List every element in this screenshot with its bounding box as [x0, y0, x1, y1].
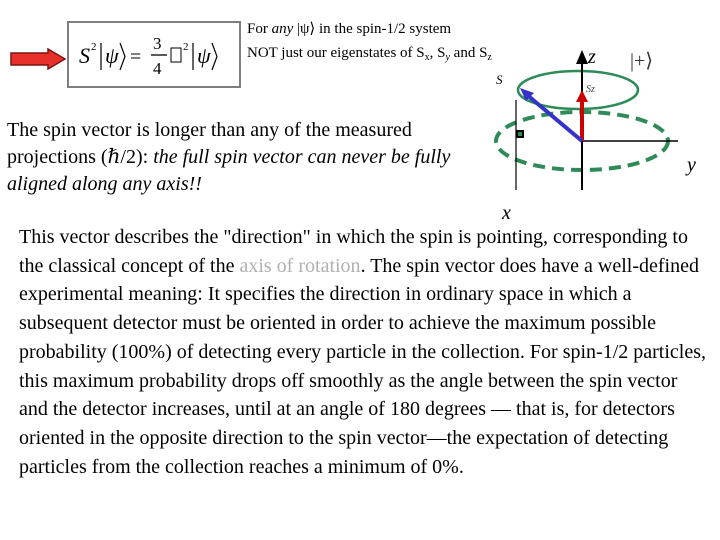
x-axis-label: x	[502, 202, 511, 224]
spin-length-claim: The spin vector is longer than any of the measured projections (ℏ/2): the full spin vector can never be fully aligned along any axis!!	[7, 119, 451, 195]
y-axis-label: y	[687, 154, 696, 176]
eq-sq: 2	[91, 41, 97, 53]
eq-S: S	[79, 43, 90, 68]
eq-denominator: 4	[153, 59, 162, 78]
ket-plus-label: |+⟩	[630, 50, 654, 72]
spin-vector-explanation: This vector describes the "direction" in which the spin is pointing, corresponding to the classical concept of the axis of rotation. The spin vector does have a well-defined experimental meaning: It specifies the direction in ordinary space in which a subsequent detector must be oriented in order to achieve the maximum possible probability (100%) of detecting every particle in the collection. For spin-1/2 particles, this maximum probability drops off smoothly as the angle between the spin vector and the detector increases, until at an angle of 180 degrees — that is, for detectors oriented in the opposite direction to the spin vector—the expectation of detecting particles from the collection reaches a minimum of 0%.	[19, 226, 707, 478]
z-axis-label: z	[588, 46, 596, 68]
Sz-label: Sz	[586, 84, 595, 95]
red-arrow-icon	[10, 48, 66, 70]
intro-line-1: For any |ψ⟩ in the spin-1/2 system	[247, 21, 452, 37]
intro-line-2: NOT just our eigenstates of $S_x$, $S_y$ and $S_z$	[247, 45, 492, 63]
z-axis-arrowhead	[576, 50, 588, 64]
spin-magnitude-equation	[67, 21, 241, 88]
eq-sq2: 2	[183, 41, 189, 53]
eq-psi: ψ	[105, 43, 119, 68]
S-vector-label: S	[496, 72, 503, 87]
eq-psi2: ψ	[197, 43, 211, 68]
axis-of-rotation-link[interactable]: axis of rotation	[239, 254, 361, 277]
eq-equals: =	[130, 46, 142, 68]
eq-numerator: 3	[153, 34, 162, 53]
